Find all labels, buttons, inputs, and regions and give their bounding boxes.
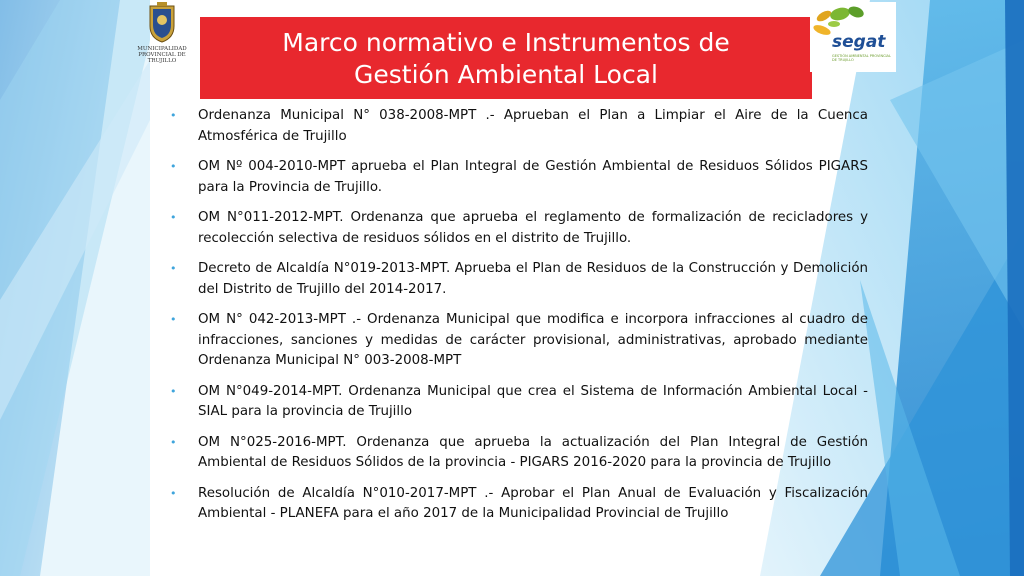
- crest-icon: [147, 2, 177, 44]
- list-item-text: OM Nº 004-2010-MPT aprueba el Plan Integral de Gestión Ambiental de Residuos Sólidos PIGARS para la Provincia de Trujillo.: [198, 159, 868, 195]
- list-item-text: OM N°011-2012-MPT. Ordenanza que aprueba el reglamento de formalización de recicladores y recolección selectiva de residuos sólidos en el distrito de Trujillo.: [198, 210, 868, 246]
- title-line-1: Marco normativo e Instrumentos de: [282, 28, 730, 57]
- list-item: [170, 259, 868, 300]
- list-item: [170, 106, 868, 147]
- bullet-icon: •: [170, 486, 177, 500]
- list-item: [170, 310, 868, 372]
- regulation-list: [170, 106, 868, 535]
- bullet-icon: •: [170, 262, 177, 275]
- list-item-text: Resolución de Alcaldía N°010-2017-MPT .- Aprobar el Plan Anual de Evaluación y Fiscalización Ambiental - PLANEFA para el año 2017 de la Municipalidad Provincial de Trujillo: [198, 485, 868, 521]
- list-item-text: OM N°025-2016-MPT. Ordenanza que aprueba la actualización del Plan Integral de Gestión Ambiental de Residuos Sólidos de la provincia - PIGARS 2016-2020 para la provincia de Trujillo: [198, 434, 868, 470]
- list-item-text: Decreto de Alcaldía N°019-2013-MPT. Aprueba el Plan de Residuos de la Construcción y Demolición del Distrito de Trujillo del 2014-2017.: [198, 261, 868, 297]
- bullet-icon: •: [170, 211, 177, 224]
- segat-logo-text: segat: [832, 32, 886, 52]
- list-item: [170, 157, 868, 198]
- list-item-text: OM N° 042-2013-MPT .- Ordenanza Municipal que modifica e incorpora infracciones al cuadro de infracciones, sanciones y medidas de carácter provisional, administrativas, aprobado mediante Ordenanza Municipal N° 003-2008-MPT: [198, 312, 868, 368]
- list-item: [170, 382, 868, 423]
- list-item-text: OM N°049-2014-MPT. Ordenanza Municipal que crea el Sistema de Información Ambiental Local - SIAL para la provincia de Trujillo: [198, 383, 868, 419]
- bullet-icon: •: [170, 384, 177, 398]
- bullet-icon: •: [170, 160, 177, 173]
- bullet-icon: •: [170, 313, 177, 326]
- page-title: [200, 27, 812, 91]
- segat-logo: [810, 2, 896, 72]
- segat-logo-subtext: GESTIÓN AMBIENTAL PROVINCIAL DE TRUJILLO: [832, 54, 891, 62]
- municipality-logo-text: MUNICIPALIDAD PROVINCIAL DE TRUJILLO: [137, 46, 187, 64]
- list-item: [170, 208, 868, 249]
- municipality-logo: [137, 2, 187, 74]
- title-banner: [200, 17, 812, 99]
- bullet-icon: •: [170, 435, 177, 449]
- title-line-2: Gestión Ambiental Local: [354, 60, 658, 89]
- list-item: [170, 484, 868, 525]
- list-item: [170, 433, 868, 474]
- list-item-text: Ordenanza Municipal N° 038-2008-MPT .- Aprueban el Plan a Limpiar el Aire de la Cuenca Atmosférica de Trujillo: [198, 108, 868, 144]
- bullet-icon: •: [170, 109, 177, 122]
